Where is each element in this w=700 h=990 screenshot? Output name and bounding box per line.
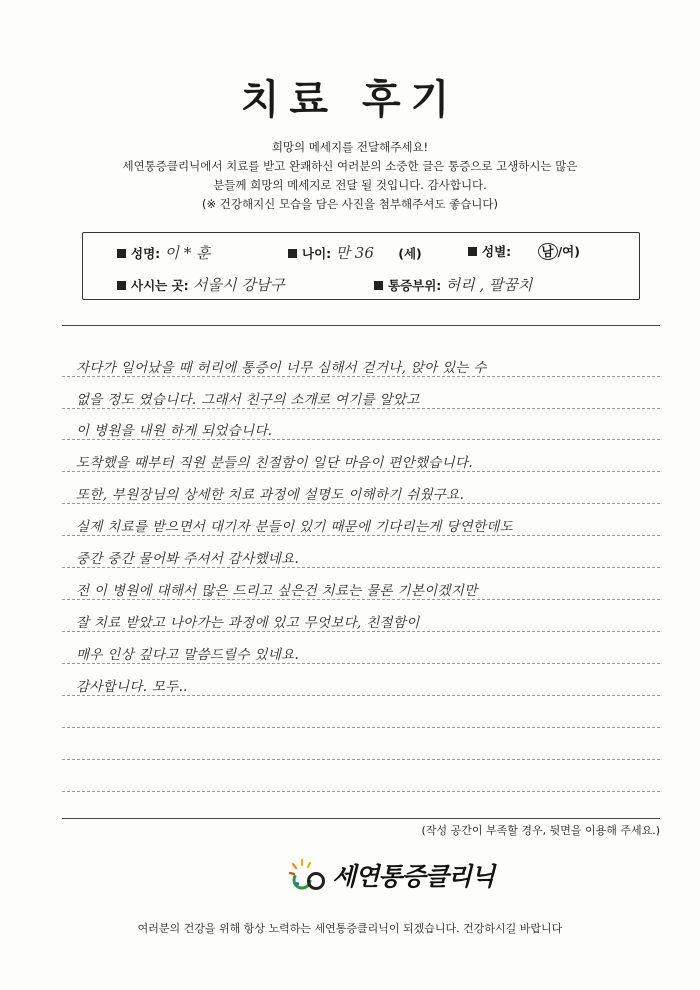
handwritten-line: 또한, 부원장님의 상세한 치료 과정에 설명도 이해하기 쉬웠구요. xyxy=(76,487,465,503)
ruled-line xyxy=(62,376,660,377)
ruled-line xyxy=(62,503,660,504)
ruled-line xyxy=(62,759,660,760)
address-value: 서울시 강남구 xyxy=(193,276,285,294)
pain-area-field xyxy=(374,274,532,295)
ruled-line xyxy=(62,567,660,568)
address-label: 사시는 곳: xyxy=(131,278,189,293)
square-bullet-icon xyxy=(117,249,126,258)
review-writing-area xyxy=(62,325,660,819)
pain-area-label: 통증부위: xyxy=(388,278,442,293)
gender-separator: / xyxy=(557,244,563,259)
age-value: 만 36 xyxy=(335,244,374,262)
handwritten-line: 없을 정도 였습니다. 그래서 친구의 소개로 여기를 알았고 xyxy=(76,392,420,408)
handwritten-line: 잘 치료 받았고 나아가는 과정에 있고 무엇보다, 친절함이 xyxy=(76,615,420,631)
handwritten-line: 실제 치료를 받으면서 대기자 분들이 있기 때문에 기다리는게 당연한데도 xyxy=(76,519,513,535)
handwritten-line: 중간 중간 물어봐 주셔서 감사했네요. xyxy=(76,551,300,567)
ruled-line xyxy=(62,695,660,696)
name-label: 성명: xyxy=(131,246,161,261)
intro-line: 희망의 메세지를 전달해주세요! xyxy=(271,140,429,154)
intro-line: (※ 건강해지신 모습을 담은 사진을 첨부해주셔도 좋습니다) xyxy=(201,197,499,211)
ruled-line xyxy=(62,535,660,536)
clinic-logo-text: 세연통증클리닉 xyxy=(332,862,495,891)
intro-text xyxy=(30,138,670,214)
ruled-line xyxy=(62,631,660,632)
ruled-line xyxy=(62,408,660,409)
gender-field xyxy=(468,242,580,260)
age-unit: (세) xyxy=(398,246,422,261)
space-note: (작성 공간이 부족할 경우, 뒷면을 이용해 주세요.) xyxy=(421,824,660,837)
square-bullet-icon xyxy=(374,281,383,290)
info-box xyxy=(82,232,640,300)
page-title: 치료 후기 xyxy=(240,77,460,123)
handwritten-line: 이 병원을 내원 하게 되었습니다. xyxy=(76,423,273,439)
handwritten-line: 전 이 병원에 대해서 많은 드리고 싶은건 치료는 물론 기본이겠지만 xyxy=(76,583,478,599)
ruled-line xyxy=(62,791,660,792)
ruled-line xyxy=(62,471,660,472)
handwritten-line: 매우 인상 깊다고 말씀드릴수 있네요. xyxy=(76,647,300,663)
age-label: 나이: xyxy=(302,246,332,261)
handwritten-line: 자다가 일어났을 때 허리에 통증이 너무 심해서 걷거나, 앉아 있는 수 xyxy=(76,360,487,376)
address-field xyxy=(117,274,285,295)
name-field xyxy=(117,242,211,263)
clinic-logo-icon xyxy=(288,857,326,893)
ruled-line xyxy=(62,663,660,664)
age-field xyxy=(288,242,422,263)
square-bullet-icon xyxy=(288,249,297,258)
ruled-line xyxy=(62,599,660,600)
ruled-line xyxy=(62,727,660,728)
footer-text: 여러분의 건강을 위해 항상 노력하는 세연통증클리닉이 되겠습니다. 건강하시길 바랍니다 xyxy=(137,922,563,935)
square-bullet-icon xyxy=(117,281,126,290)
pain-area-value: 허리 , 팔꿈치 xyxy=(445,276,533,294)
handwritten-line: 감사합니다. 모두.. xyxy=(76,679,188,695)
gender-male-option: 남 xyxy=(538,243,558,260)
gender-female-option: 여) xyxy=(562,244,580,259)
gender-label: 성별: xyxy=(482,244,512,259)
intro-line: 분들께 희망의 메세지로 전달 될 것입니다. 감사합니다. xyxy=(213,178,487,192)
intro-line: 세연통증클리닉에서 치료를 받고 완쾌하신 여러분의 소중한 글은 통증으로 고생하시는 많은 xyxy=(122,159,578,173)
ruled-line xyxy=(62,439,660,440)
name-value: 이 * 훈 xyxy=(164,244,211,262)
handwritten-line: 도착했을 때부터 직원 분들의 친절함이 일단 마음이 편안했습니다. xyxy=(76,455,473,471)
square-bullet-icon xyxy=(468,247,477,256)
